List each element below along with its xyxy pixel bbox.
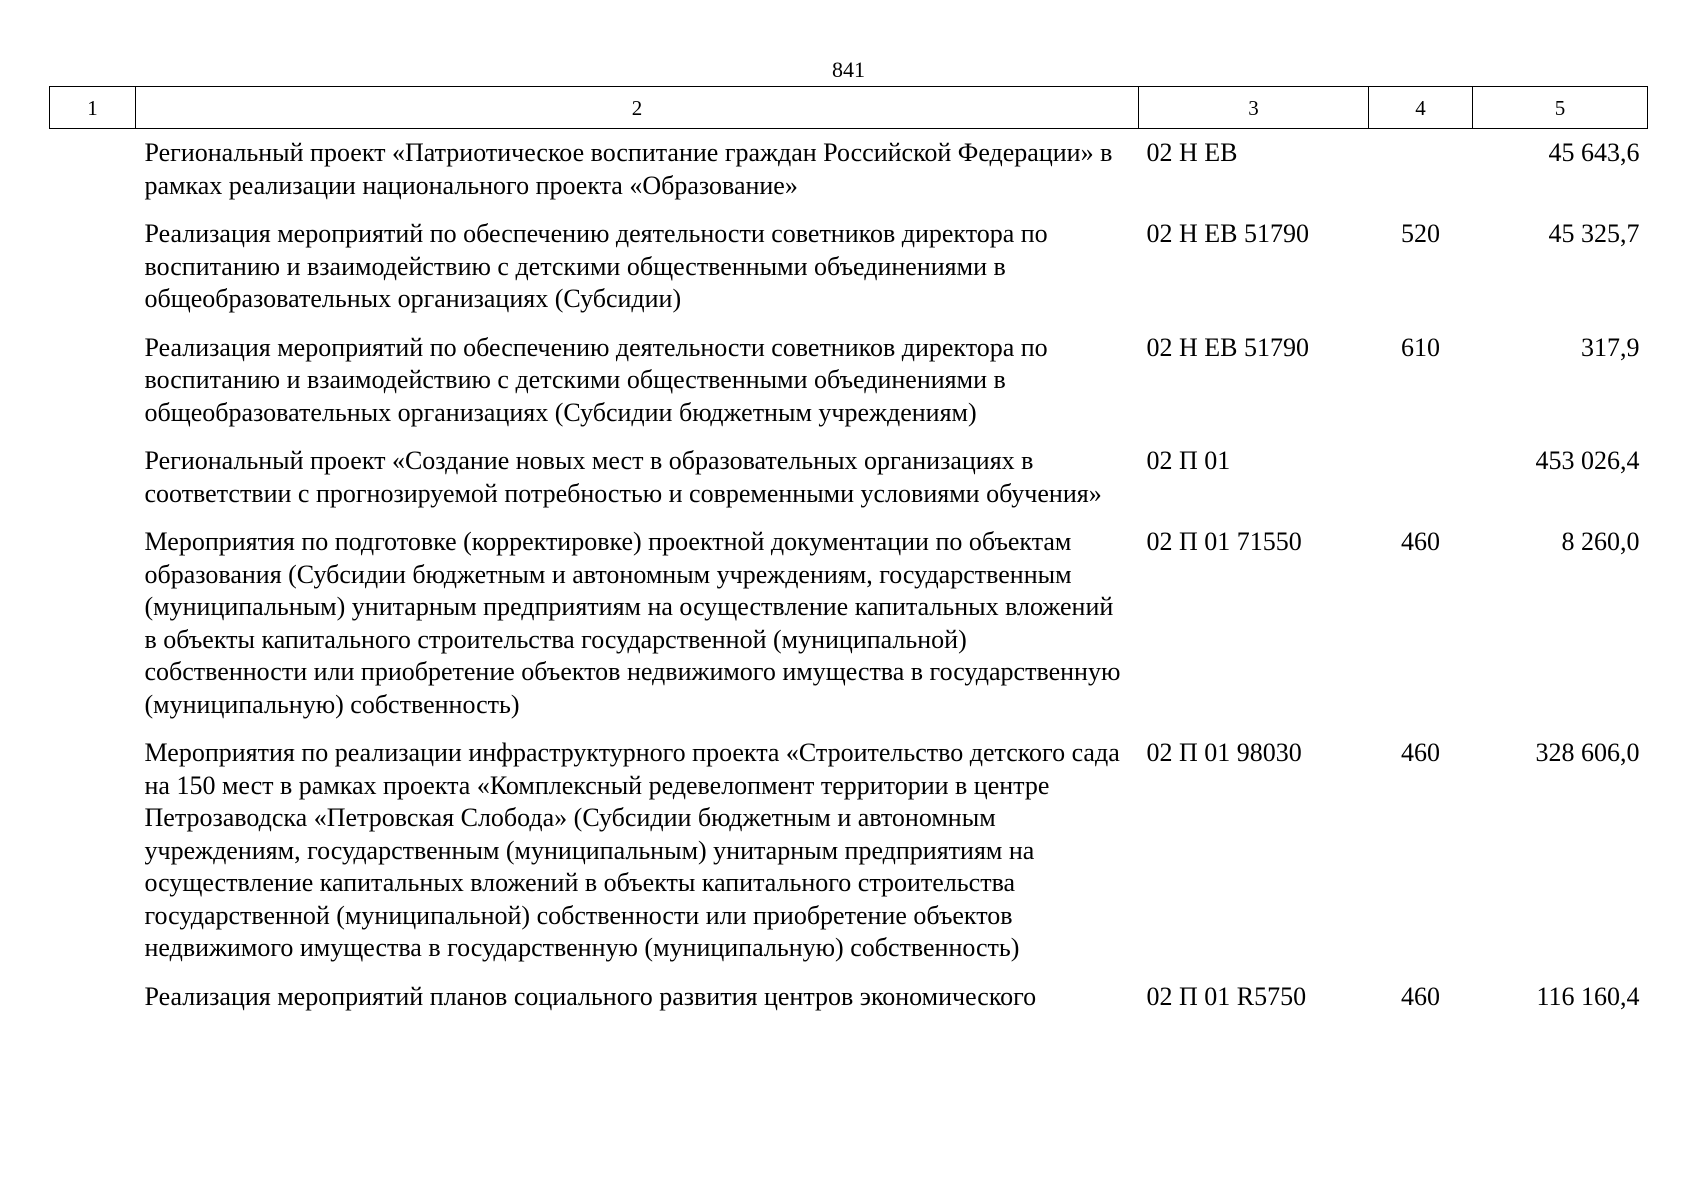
table-header <box>50 87 1648 129</box>
row-code: 02 Н ЕВ <box>1146 138 1238 167</box>
row-sum: 116 160,4 <box>1536 981 1640 1011</box>
header-col-4: 4 <box>1369 87 1473 129</box>
header-col-2: 2 <box>136 87 1139 129</box>
table-row <box>50 437 1648 518</box>
table-row <box>50 729 1648 973</box>
row-type: 460 <box>1401 527 1440 556</box>
row-number-cell <box>50 729 136 973</box>
row-sum: 45 325,7 <box>1548 219 1640 248</box>
row-type: 460 <box>1401 738 1440 767</box>
row-code: 02 Н ЕВ 51790 <box>1146 219 1309 248</box>
row-name: Региональный проект «Создание новых мест в образовательных организациях в соответствии с прогнозируемой потребностью и современными условиями обучения» <box>144 446 1102 508</box>
row-code: 02 П 01 R5750 <box>1146 981 1307 1011</box>
page-number: 841 <box>832 57 865 82</box>
row-name: Реализация мероприятий по обеспечению деятельности советников директора по воспитанию и взаимодействию с детскими общественными объединениями в общеобразовательных организациях (Субсидии бюджетным учреждениям) <box>144 332 1048 427</box>
row-number-cell <box>50 973 136 1022</box>
row-code: 02 П 01 <box>1146 446 1231 475</box>
table-row <box>50 518 1648 729</box>
table-row <box>50 973 1648 1022</box>
row-number-cell <box>50 210 136 324</box>
row-name: Мероприятия по реализации инфраструктурного проекта «Строительство детского сада на 150 мест в рамках проекта «Комплексный редевелопмент территории в центре Петрозаводска «Петровская Слобода» (Субсидии бюджетным и автономным учреждениям, государственным (муниципальным) унитарным предприятиям на осуществление капитальных вложений в объекты капитального строительства государственной (муниципальной) собственности или приобретение объектов недвижимого имущества в государственную (муниципальную) собственность) <box>144 738 1120 962</box>
row-code: 02 П 01 98030 <box>1146 738 1302 767</box>
row-name: Реализация мероприятий планов социального развития центров экономического <box>144 981 1037 1011</box>
header-row <box>50 87 1648 129</box>
table-row <box>50 324 1648 438</box>
table-row <box>50 210 1648 324</box>
row-sum: 45 643,6 <box>1548 138 1640 167</box>
row-name: Мероприятия по подготовке (корректировке) проектной документации по объектам образования (Субсидии бюджетным и автономным учреждениям, государственным (муниципальным) унитарным предприятиям на осуществление капитальных вложений в объекты капитального строительства государственной (муниципальной) собственности или приобретение объектов недвижимого имущества в государственную (муниципальную) собственность) <box>144 527 1121 719</box>
row-number-cell <box>50 437 136 518</box>
row-number-cell <box>50 129 136 211</box>
header-col-3: 3 <box>1139 87 1369 129</box>
header-col-1: 1 <box>50 87 136 129</box>
row-sum: 453 026,4 <box>1535 446 1640 475</box>
row-type <box>1369 437 1473 518</box>
row-code: 02 Н ЕВ 51790 <box>1146 332 1309 362</box>
table-body <box>50 129 1648 1022</box>
budget-table <box>49 86 1648 1021</box>
row-name: Региональный проект «Патриотическое воспитание граждан Российской Федерации» в рамках реализации национального проекта «Образование» <box>144 138 1113 200</box>
row-type: 610 <box>1401 332 1440 362</box>
row-type: 460 <box>1401 981 1440 1011</box>
row-code: 02 П 01 71550 <box>1146 527 1302 556</box>
row-type <box>1369 129 1473 211</box>
row-number-cell <box>50 518 136 729</box>
row-name: Реализация мероприятий по обеспечению деятельности советников директора по воспитанию и взаимодействию с детскими общественными объединениями в общеобразовательных организациях (Субсидии) <box>144 219 1048 313</box>
row-number-cell <box>50 324 136 438</box>
row-type: 520 <box>1401 219 1440 248</box>
row-sum: 8 260,0 <box>1561 527 1640 556</box>
header-col-5: 5 <box>1473 87 1648 129</box>
row-sum: 317,9 <box>1581 332 1640 362</box>
row-sum: 328 606,0 <box>1535 738 1640 767</box>
table-row <box>50 129 1648 211</box>
